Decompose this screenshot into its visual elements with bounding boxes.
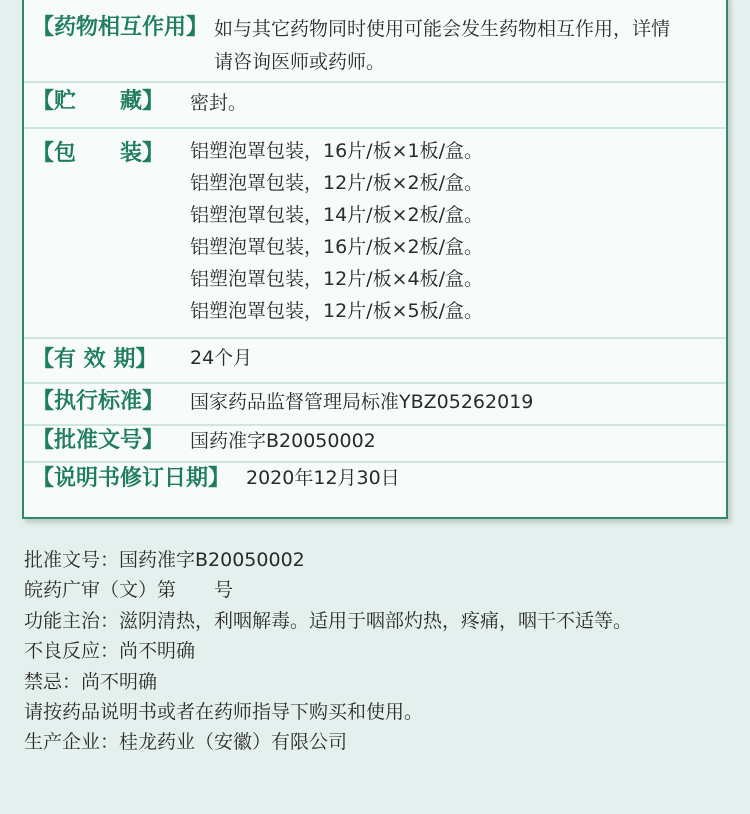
footer-info — [24, 545, 734, 758]
value-validity: 24个月 — [190, 347, 253, 369]
instructions-card — [22, 0, 728, 519]
value-packaging-line: 铝塑泡罩包装，16片/板×1板/盒。 — [190, 140, 483, 162]
label-revision-date: 【说明书修订日期】 — [32, 466, 231, 491]
footer-approval-number: 批准文号：国药准字B20050002 — [24, 549, 305, 571]
row-standard — [24, 382, 726, 426]
value-packaging-line: 铝塑泡罩包装，16片/板×2板/盒。 — [190, 236, 483, 258]
value-revision-date: 2020年12月30日 — [246, 467, 400, 489]
value-storage: 密封。 — [190, 92, 248, 114]
label-standard: 【执行标准】 — [32, 389, 165, 414]
row-revision-date — [24, 461, 726, 501]
row-approval — [24, 424, 726, 463]
value-standard: 国家药品监督管理局标准YBZ05262019 — [190, 391, 534, 413]
label-drug-interaction: 【药物相互作用】 — [32, 15, 209, 40]
footer-indications: 功能主治：滋阴清热，利咽解毒。适用于咽部灼热，疼痛，咽干不适等。 — [24, 609, 633, 632]
footer-manufacturer: 生产企业：桂龙药业（安徽）有限公司 — [24, 731, 348, 754]
value-approval: 国药准字B20050002 — [190, 430, 376, 452]
footer-adverse-reactions: 不良反应：尚不明确 — [24, 640, 196, 663]
footer-usage-advice: 请按药品说明书或者在药师指导下购买和使用。 — [24, 701, 424, 724]
row-packaging — [24, 127, 726, 339]
footer-contraindications: 禁忌：尚不明确 — [24, 670, 158, 693]
footer-ad-review: 皖药广审（文）第 号 — [24, 579, 234, 602]
label-storage: 【贮 藏】 — [32, 89, 165, 114]
value-drug-interaction-line2: 请咨询医师或药师。 — [214, 51, 386, 73]
label-validity: 【有 效 期】 — [32, 347, 158, 372]
label-packaging: 【包 装】 — [32, 141, 165, 166]
row-validity — [24, 337, 726, 384]
value-packaging-line: 铝塑泡罩包装，12片/板×4板/盒。 — [190, 268, 483, 290]
value-packaging-line: 铝塑泡罩包装，12片/板×5板/盒。 — [190, 300, 483, 322]
value-packaging-line: 铝塑泡罩包装，12片/板×2板/盒。 — [190, 172, 483, 194]
value-packaging-line: 铝塑泡罩包装，14片/板×2板/盒。 — [190, 204, 483, 226]
label-approval: 【批准文号】 — [32, 428, 165, 453]
value-drug-interaction-line1: 如与其它药物同时使用可能会发生药物相互作用，详情 — [214, 18, 671, 40]
row-storage — [24, 81, 726, 129]
row-drug-interaction — [24, 0, 726, 83]
